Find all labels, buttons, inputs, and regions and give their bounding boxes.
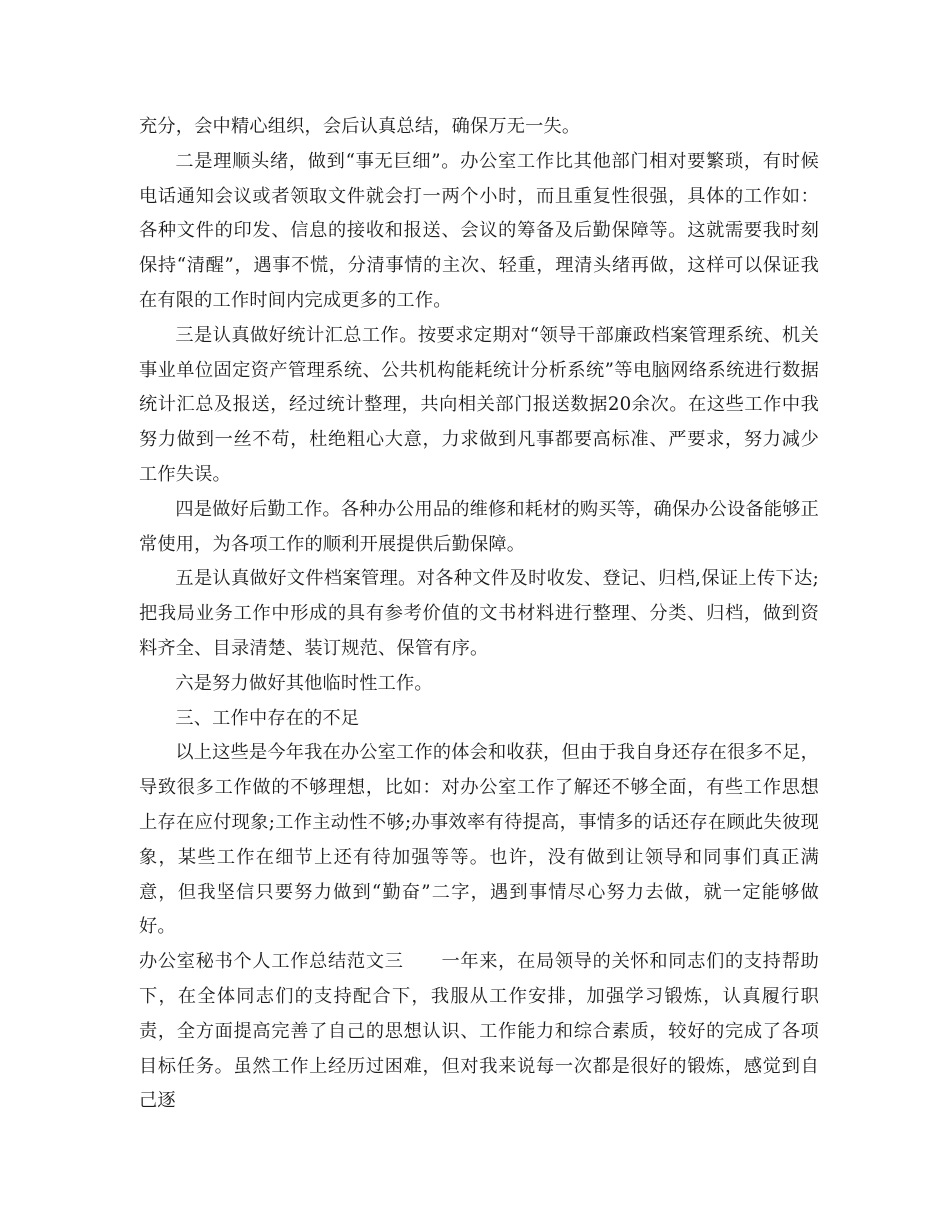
paragraph: 充分，会中精心组织，会后认真总结，确保万无一失。 — [139, 116, 581, 137]
paragraph: 以上这些是今年我在办公室工作的体会和收获，但由于我自身还存在很多不足，导致很多工作做的不够理想，比如：对办公室工作了解还不够全面，有些工作思想上存在应付现象;工作主动性不够;办事效率有待提高，事情多的话还存在顾此失彼现象，某些工作在细节上还有待加强等等。也许，没有做到让领导和同事们真正满意，但我坚信只要努力做到“勤奋”二字，遇到事情尽心努力去做，就一定能够做好。 — [139, 742, 819, 938]
paragraph: 二是理顺头绪，做到“事无巨细”。办公室工作比其他部门相对要繁琐，有时候电话通知会议或者领取文件就会打一两个小时，而且重复性很强，具体的工作如：各种文件的印发、信息的接收和报送、会议的筹备及后勤保障等。这就需要我时刻保持“清醒”，遇事不慌，分清事情的主次、轻重，理清头绪再做，这样可以保证我在有限的工作时间内完成更多的工作。 — [139, 150, 819, 311]
paragraph: 三是认真做好统计汇总工作。按要求定期对“领导干部廉政档案管理系统、机关事业单位固定资产管理系统、公共机构能耗统计分析系统”等电脑网络系统进行数据统计汇总及报送，经过统计整理，共向相关部门报送数据20余次。在这些工作中我努力做到一丝不苟，杜绝粗心大意，力求做到凡事都要高标准、严要求，努力减少工作失误。 — [139, 324, 819, 485]
paragraph: 五是认真做好文件档案管理。对各种文件及时收发、登记、归档,保证上传下达;把我局业务工作中形成的具有参考价值的文书材料进行整理、分类、归档，做到资料齐全、目录清楚、装订规范、保管有序。 — [139, 568, 819, 659]
paragraph: 办公室秘书个人工作总结范文三 一年来，在局领导的关怀和同志们的支持帮助下，在全体同志们的支持配合下，我服从工作安排，加强学习锻炼，认真履行职责，全方面提高完善了自己的思想认识、工作能力和综合素质，较好的完成了各项目标任务。虽然工作上经历过困难，但对我来说每一次都是很好的锻炼，感觉到自己逐 — [139, 951, 819, 1112]
paragraph: 六是努力做好其他临时性工作。 — [175, 672, 433, 694]
document-body — [139, 110, 819, 1119]
paragraph: 四是做好后勤工作。各种办公用品的维修和耗材的购买等，确保办公设备能够正常使用，为各项工作的顺利开展提供后勤保障。 — [139, 498, 819, 555]
section-heading: 三、工作中存在的不足 — [175, 707, 360, 729]
